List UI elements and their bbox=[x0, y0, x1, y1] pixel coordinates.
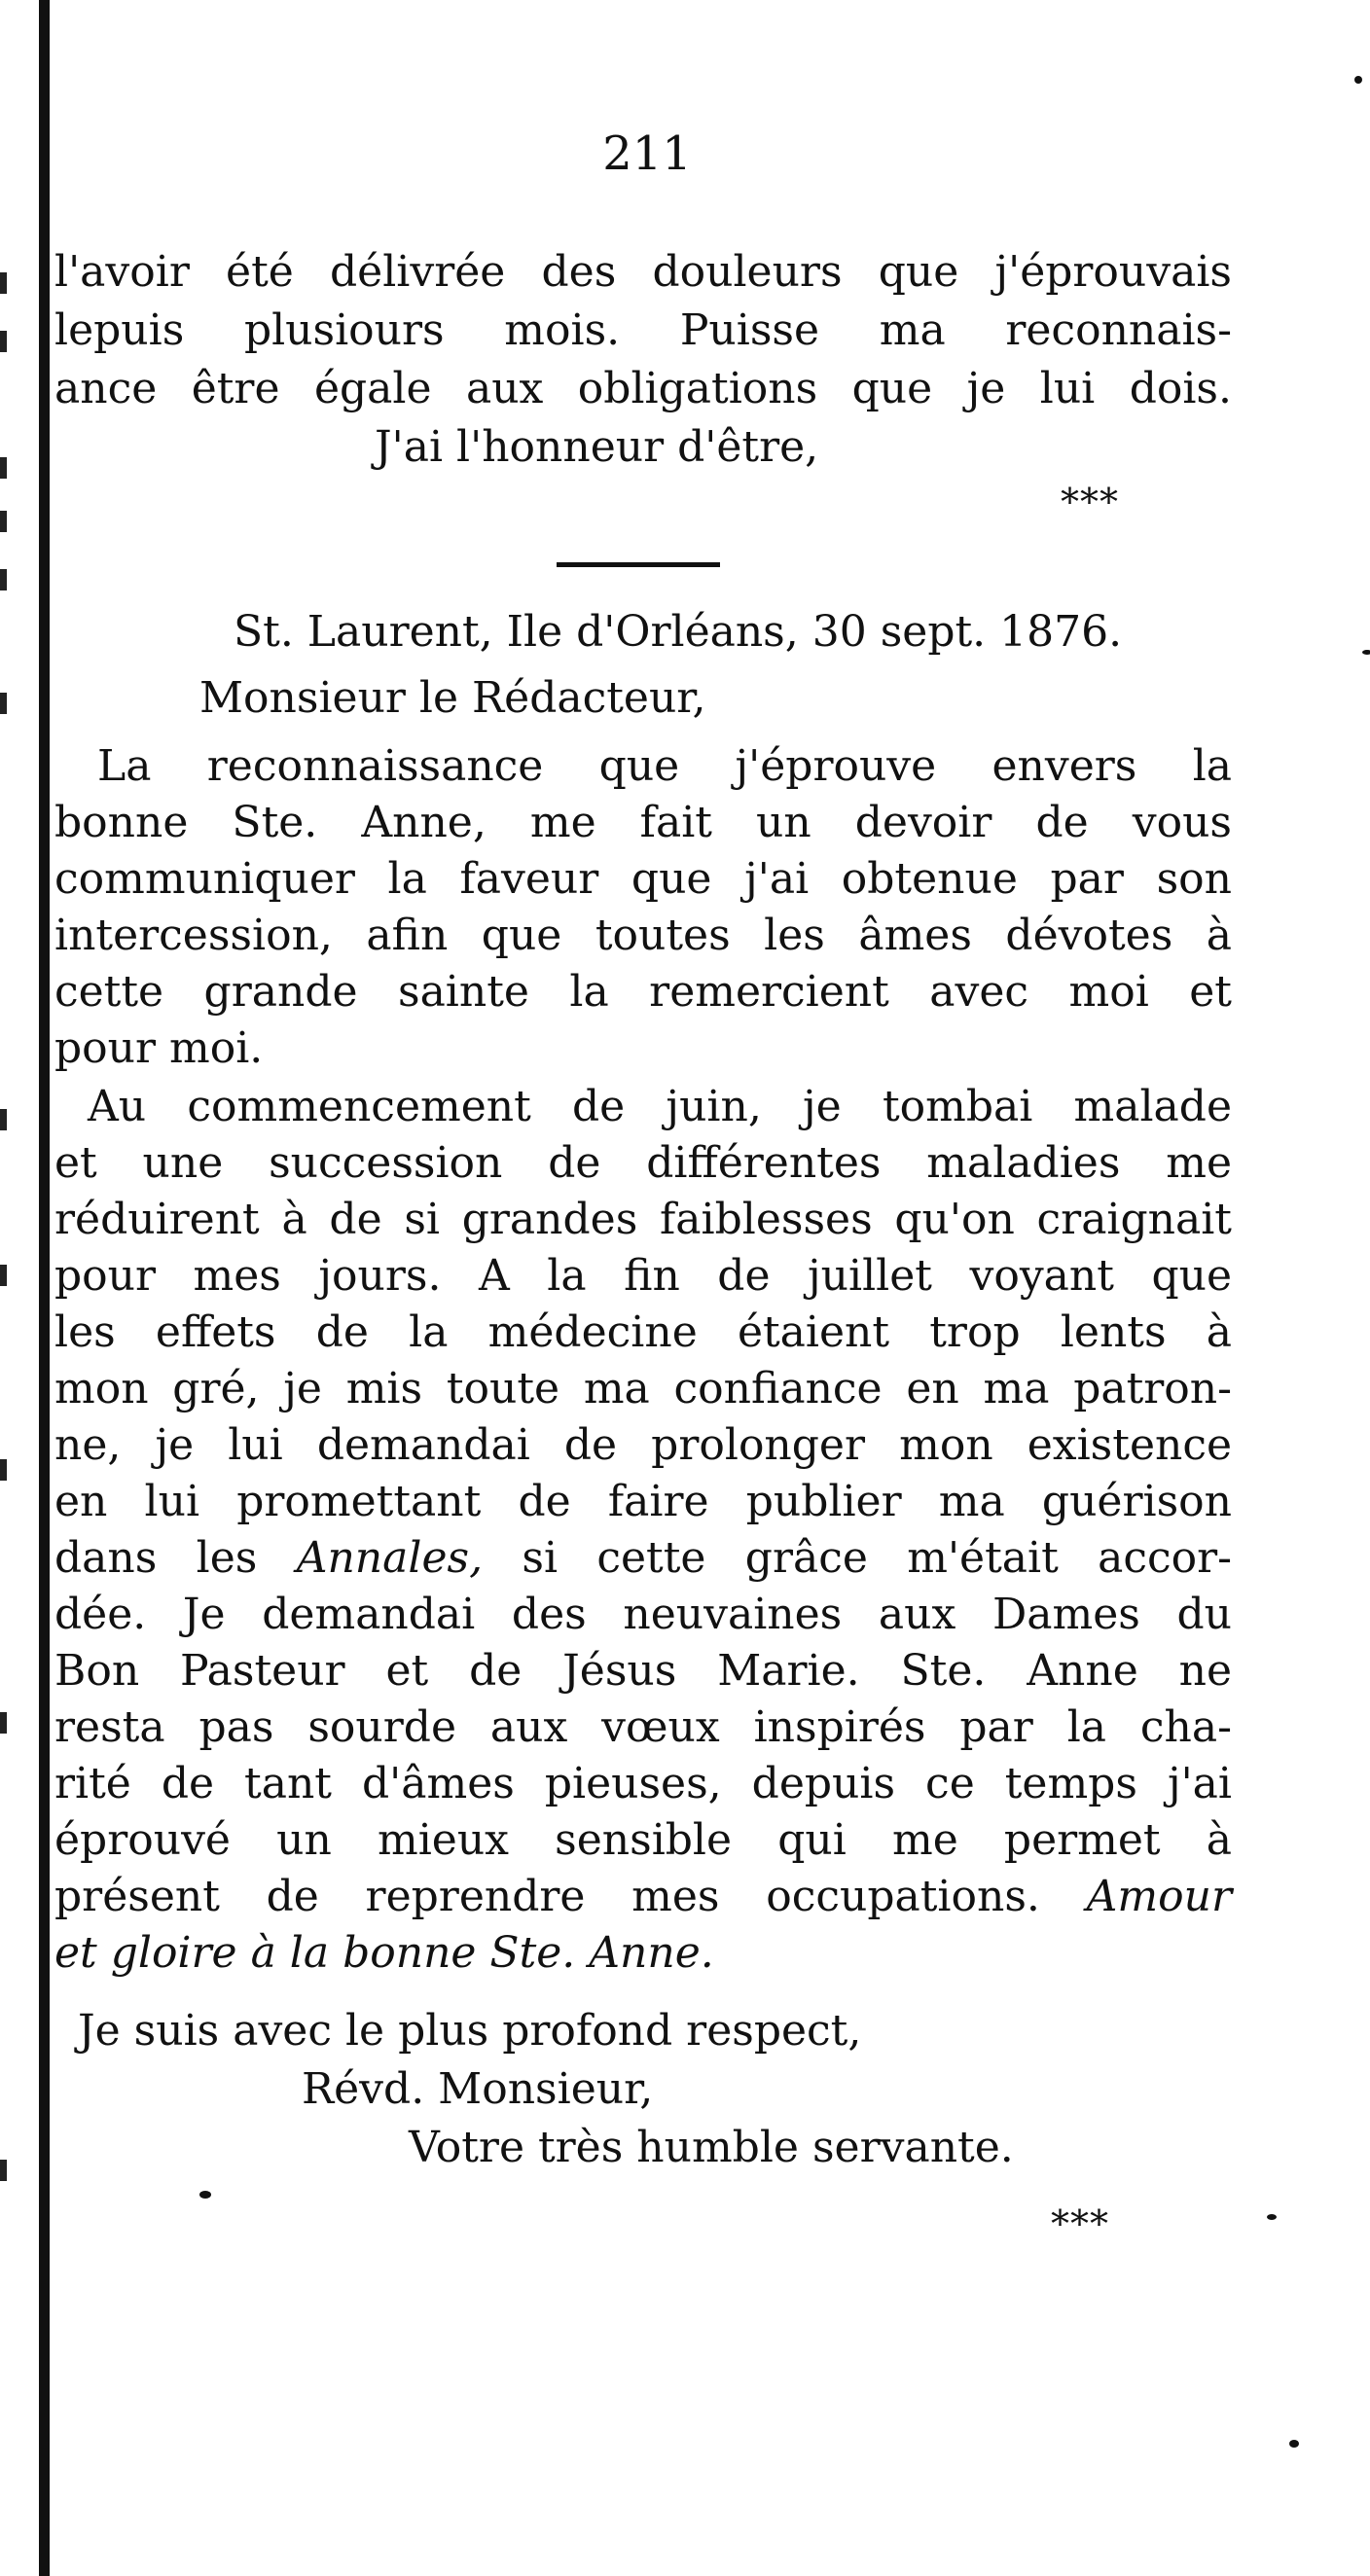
signature-asterisms: *** bbox=[1051, 2202, 1109, 2245]
ink-speck bbox=[199, 2191, 211, 2199]
ink-speck bbox=[1289, 2440, 1299, 2448]
text-line: ne, je lui demandai de prolonger mon existence bbox=[54, 1420, 1232, 1470]
gloire-italic: et gloire à la bonne Ste. Anne. bbox=[54, 1928, 714, 1978]
text-line: intercession, afin que toutes les âmes dévotes à bbox=[54, 911, 1232, 960]
text-span: dans les bbox=[54, 1533, 297, 1583]
text-line: resta pas sourde aux vœux inspirés par la cha- bbox=[54, 1702, 1232, 1752]
ink-speck bbox=[1267, 2214, 1277, 2220]
text-line: La reconnaissance que j'éprouve envers la bbox=[97, 741, 1232, 791]
text-span: présent de reprendre mes occupations. bbox=[54, 1872, 1087, 1921]
text-line: dée. Je demandai des neuvaines aux Dames du bbox=[54, 1590, 1232, 1639]
text-line: rité de tant d'âmes pieuses, depuis ce temps j'ai bbox=[54, 1759, 1232, 1808]
text-line bbox=[54, 1870, 1232, 1924]
text-line: éprouvé un mieux sensible qui me permet à bbox=[54, 1815, 1232, 1865]
text-line: ance être égale aux obligations que je lui dois. bbox=[54, 364, 1232, 413]
annales-italic: Annales, bbox=[296, 1533, 484, 1583]
ink-speck bbox=[1354, 76, 1362, 84]
text-line bbox=[54, 1926, 714, 1981]
text-line: cette grande sainte la remercient avec moi et bbox=[54, 967, 1232, 1017]
section-divider-rule bbox=[557, 562, 720, 567]
text-line: bonne Ste. Anne, me fait un devoir de vous bbox=[54, 798, 1232, 847]
ink-speck bbox=[1362, 650, 1370, 655]
text-line: les effets de la médecine étaient trop lents à bbox=[54, 1307, 1232, 1357]
text-line: pour moi. bbox=[54, 1023, 264, 1073]
signature-asterisms: *** bbox=[1061, 481, 1119, 523]
closing-line: Révd. Monsieur, bbox=[302, 2064, 654, 2114]
dateline: St. Laurent, Ile d'Orléans, 30 sept. 1876. bbox=[234, 607, 1123, 657]
text-line bbox=[54, 1531, 1232, 1586]
amour-italic: Amour bbox=[1086, 1872, 1232, 1921]
text-line: l'avoir été délivrée des douleurs que j'éprouvais bbox=[54, 247, 1232, 297]
text-line: lepuis plusiours mois. Puisse ma reconnais- bbox=[54, 305, 1232, 355]
text-line: mon gré, je mis toute ma confiance en ma patron- bbox=[54, 1364, 1232, 1413]
text-span: si cette grâce m'était accor- bbox=[483, 1533, 1233, 1583]
closing-line: Votre très humble servante. bbox=[409, 2123, 1014, 2172]
text-line: en lui promettant de faire publier ma guérison bbox=[54, 1477, 1232, 1526]
closing-line: J'ai l'honneur d'être, bbox=[375, 422, 819, 472]
page-number: 211 bbox=[602, 126, 692, 181]
text-line: communiquer la faveur que j'ai obtenue par son bbox=[54, 854, 1232, 904]
text-line: et une succession de différentes maladies me bbox=[54, 1138, 1232, 1188]
closing-line: Je suis avec le plus profond respect, bbox=[78, 2006, 862, 2056]
text-line: réduirent à de si grandes faiblesses qu'on craignait bbox=[54, 1195, 1232, 1244]
salutation: Monsieur le Rédacteur, bbox=[199, 673, 706, 723]
text-line: Bon Pasteur et de Jésus Marie. Ste. Anne ne bbox=[54, 1646, 1232, 1696]
text-line: Au commencement de juin, je tombai malade bbox=[88, 1082, 1232, 1131]
page-margin-line bbox=[39, 0, 50, 2576]
text-line: pour mes jours. A la fin de juillet voyant que bbox=[54, 1251, 1232, 1301]
